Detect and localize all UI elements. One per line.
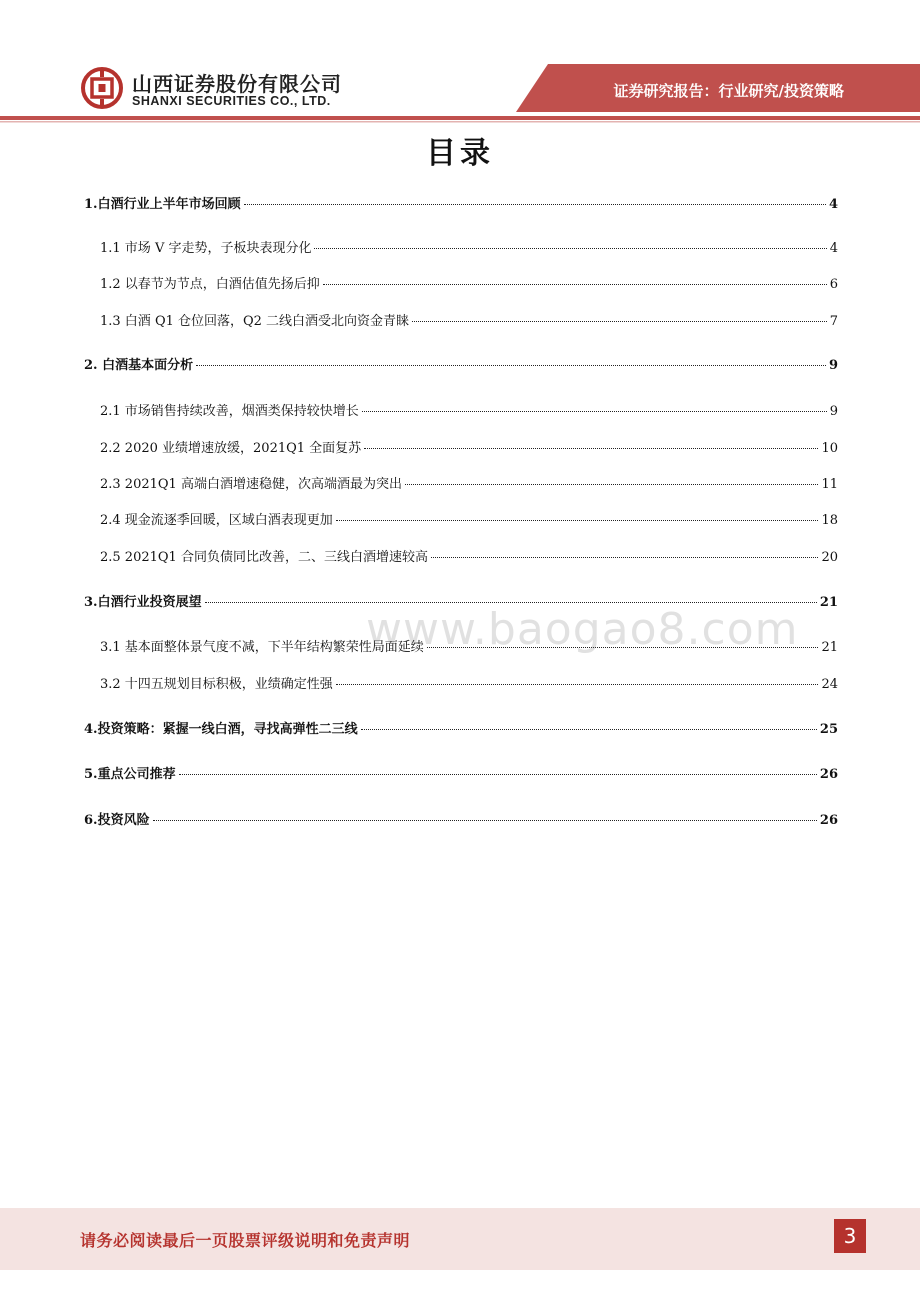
toc-entry-text: 6.投资风险 xyxy=(84,813,150,828)
toc-entry-page: 18 xyxy=(821,513,838,528)
toc-entry[interactable] xyxy=(100,237,838,256)
toc-leader-dots xyxy=(412,321,827,322)
toc-entry-page: 24 xyxy=(821,677,838,692)
toc-leader-dots xyxy=(431,557,819,558)
toc-entry[interactable] xyxy=(100,546,838,565)
toc-leader-dots xyxy=(336,520,819,521)
report-type-label: 证券研究报告：行业研究/投资策略 xyxy=(613,82,844,100)
toc-leader-dots xyxy=(323,284,827,285)
toc-leader-dots xyxy=(362,411,827,412)
toc-entry[interactable] xyxy=(100,473,838,492)
toc-leader-dots xyxy=(153,820,817,821)
toc-leader-dots xyxy=(364,448,818,449)
toc-entry-page: 9 xyxy=(828,358,838,373)
toc-entry[interactable] xyxy=(84,718,838,737)
page-number-badge: 3 xyxy=(834,1219,866,1253)
toc-entry-page: 11 xyxy=(821,477,838,492)
toc-entry-text: 2.1 市场销售持续改善，烟酒类保持较快增长 xyxy=(100,404,359,419)
toc-entry-page: 4 xyxy=(828,197,838,212)
toc-entry-page: 26 xyxy=(819,813,838,828)
toc-entry-page: 26 xyxy=(819,767,838,782)
toc-entry-text: 1.白酒行业上半年市场回顾 xyxy=(84,197,241,212)
toc-leader-dots xyxy=(314,248,826,249)
footer-disclaimer: 请务必阅读最后一页股票评级说明和免责声明 xyxy=(80,1231,411,1250)
toc-entry-text: 2.2 2020 业绩增速放缓，2021Q1 全面复苏 xyxy=(100,441,362,456)
page-title: 目录 xyxy=(426,136,494,171)
company-logo-icon xyxy=(80,66,124,110)
toc-entry-text: 2.5 2021Q1 合同负债同比改善，二、三线白酒增速较高 xyxy=(100,550,428,565)
toc-entry-text: 2.3 2021Q1 高端白酒增速稳健，次高端酒最为突出 xyxy=(100,477,402,492)
toc-entry-page: 20 xyxy=(821,550,838,565)
toc-leader-dots xyxy=(361,729,817,730)
toc-entry-page: 7 xyxy=(829,314,838,329)
toc-entry[interactable] xyxy=(100,310,838,329)
toc-entry-text: 1.1 市场 V 字走势，子板块表现分化 xyxy=(100,241,312,256)
company-name-cn: 山西证券股份有限公司 xyxy=(132,72,342,96)
toc-entry-text: 2.4 现金流逐季回暖，区域白酒表现更加 xyxy=(100,513,333,528)
toc-leader-dots xyxy=(196,365,826,366)
toc-entry-text: 1.3 白酒 Q1 仓位回落，Q2 二线白酒受北向资金青睐 xyxy=(100,314,410,329)
toc-entry-page: 21 xyxy=(821,640,838,655)
toc-entry-page: 9 xyxy=(829,404,838,419)
toc-leader-dots xyxy=(205,602,817,603)
toc-entry-text: 3.1 基本面整体景气度不减，下半年结构繁荣性局面延续 xyxy=(100,640,424,655)
toc-entry-text: 2. 白酒基本面分析 xyxy=(84,358,194,373)
toc-entry[interactable] xyxy=(100,673,838,692)
toc-entry-page: 4 xyxy=(829,241,838,256)
toc-leader-dots xyxy=(336,684,819,685)
toc-leader-dots xyxy=(244,204,826,205)
toc-entry[interactable] xyxy=(100,509,838,528)
toc-entry[interactable] xyxy=(100,437,838,456)
toc-entry-text: 4.投资策略：紧握一线白酒，寻找高弹性二三线 xyxy=(84,722,358,737)
toc-entry-page: 25 xyxy=(819,722,838,737)
toc-entry[interactable] xyxy=(84,193,838,212)
toc-entry-text: 3.白酒行业投资展望 xyxy=(84,595,202,610)
toc-entry[interactable] xyxy=(84,354,838,373)
toc-leader-dots xyxy=(405,484,819,485)
toc-entry[interactable] xyxy=(100,400,838,419)
toc-entry[interactable] xyxy=(84,763,838,782)
toc-entry-page: 21 xyxy=(819,595,838,610)
toc-leader-dots xyxy=(179,774,817,775)
watermark: www.baogao8.com xyxy=(366,604,799,655)
toc-entry[interactable] xyxy=(100,273,838,292)
toc-entry-text: 5.重点公司推荐 xyxy=(84,767,176,782)
company-name-en: SHANXI SECURITIES CO., LTD. xyxy=(132,94,331,108)
toc-entry[interactable] xyxy=(84,809,838,828)
toc-entry-page: 6 xyxy=(829,277,838,292)
toc-entry-text: 3.2 十四五规划目标积极，业绩确定性强 xyxy=(100,677,333,692)
toc-entry-text: 1.2 以春节为节点，白酒估值先扬后抑 xyxy=(100,277,320,292)
toc-entry-page: 10 xyxy=(821,441,838,456)
